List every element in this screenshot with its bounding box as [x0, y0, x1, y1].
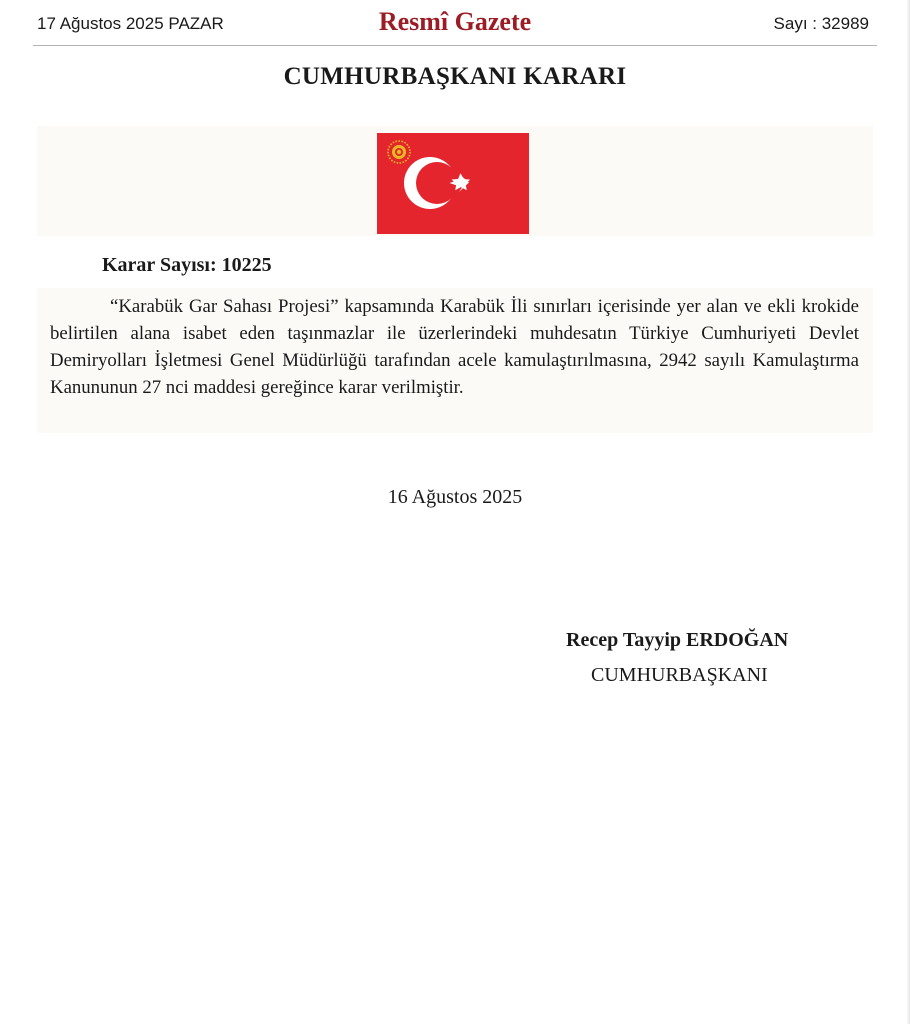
- turkish-flag-icon: [377, 133, 529, 234]
- decision-body: “Karabük Gar Sahası Projesi” kapsamında Karabük İli sınırları içerisinde yer alan ve ekli krokide belirtilen alana isabet eden taşınmazlar ile üzerlerindeki muhdesatın Türkiye Cumhuriyeti Devlet Demiryolları İşletmesi Genel Müdürlüğü tarafından acele kamulaştırılmasına, 2942 sayılı Kamulaştırma Kanununun 27 nci maddesi gereğince karar verilmiştir.: [50, 296, 859, 398]
- page-edge: [906, 0, 910, 1024]
- decision-number: Karar Sayısı: 10225: [102, 254, 272, 276]
- section-title: CUMHURBAŞKANI KARARI: [283, 63, 627, 90]
- header-divider: [33, 45, 877, 46]
- masthead-title: Resmî Gazete: [378, 7, 532, 36]
- signer-title: CUMHURBAŞKANI: [591, 664, 768, 686]
- issue-number: Sayı : 32989: [773, 14, 869, 33]
- signature-date: 16 Ağustos 2025: [387, 486, 523, 508]
- header-date: 17 Ağustos 2025 PAZAR: [37, 14, 224, 33]
- signer-name: Recep Tayyip ERDOĞAN: [566, 629, 789, 651]
